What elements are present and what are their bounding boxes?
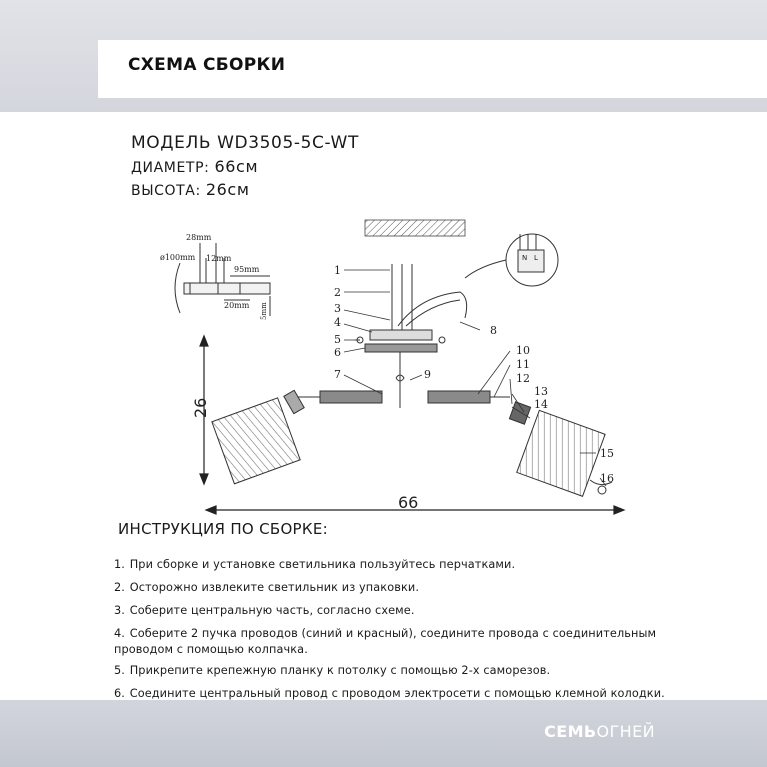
callout-9: 9 bbox=[424, 368, 431, 381]
left-shade bbox=[212, 390, 304, 483]
brand-bold: СЕМЬ bbox=[544, 722, 597, 741]
assembly-diagram bbox=[160, 208, 660, 516]
instructions-title: ИНСТРУКЦИЯ ПО СБОРКЕ: bbox=[118, 520, 328, 538]
right-arm bbox=[428, 391, 510, 403]
callout-5: 5 bbox=[334, 333, 341, 346]
dim-d100: ø100mm bbox=[160, 253, 196, 262]
dim-d28: 28mm bbox=[186, 233, 212, 242]
instruction-item: 2. Осторожно извлеките светильник из упаковки. bbox=[114, 581, 420, 594]
callout-15: 15 bbox=[600, 447, 614, 460]
callout-1: 1 bbox=[334, 264, 341, 277]
callout-13: 13 bbox=[534, 385, 548, 398]
dim-height: 26 bbox=[191, 397, 210, 418]
diameter-label: ДИАМЕТР: bbox=[131, 160, 210, 176]
callout-4: 4 bbox=[334, 316, 341, 329]
model-name: МОДЕЛЬ WD3505-5C-WT bbox=[131, 133, 359, 153]
left-arm bbox=[290, 391, 382, 403]
callout-16: 16 bbox=[600, 472, 614, 485]
wire-mark-l: L bbox=[534, 254, 538, 262]
dim-d95: 95mm bbox=[234, 265, 260, 274]
instruction-item: 3. Соберите центральную часть, согласно схеме. bbox=[114, 604, 415, 617]
dim-d20: 20mm bbox=[224, 301, 250, 310]
height-label: ВЫСОТА: bbox=[131, 183, 201, 199]
callout-14: 14 bbox=[534, 398, 548, 411]
central-assembly bbox=[355, 264, 467, 408]
instruction-item: 5. Прикрепите крепежную планку к потолку с помощью 2-х саморезов. bbox=[114, 664, 551, 677]
instruction-item: 4. Соберите 2 пучка проводов (синий и красный), соедините провода с соединительным проводом с помощью колпачка. bbox=[114, 627, 657, 656]
diameter-spec bbox=[131, 157, 258, 176]
callout-10: 10 bbox=[516, 344, 530, 357]
dim-d12: 12mm bbox=[206, 254, 232, 263]
dim-width: 66 bbox=[398, 493, 419, 512]
wire-mark-n: N bbox=[522, 254, 528, 262]
height-spec bbox=[131, 180, 250, 199]
callout-8: 8 bbox=[490, 324, 497, 337]
instructions-list bbox=[114, 557, 674, 709]
callout-12: 12 bbox=[516, 372, 530, 385]
instruction-item: 6. Соедините центральный провод с проводом электросети с помощью клемной колодки. bbox=[114, 687, 665, 700]
callout-3: 3 bbox=[334, 302, 341, 315]
callout-6: 6 bbox=[334, 346, 341, 359]
callout-2: 2 bbox=[334, 286, 341, 299]
connector-detail bbox=[465, 234, 558, 286]
height-value: 26см bbox=[205, 180, 250, 199]
brand-logo bbox=[544, 722, 655, 741]
dim-d5: 5mm bbox=[260, 302, 268, 320]
callout-7: 7 bbox=[334, 368, 341, 381]
ceiling-plate bbox=[365, 220, 465, 236]
brand-light: ОГНЕЙ bbox=[596, 722, 655, 741]
right-shade bbox=[509, 402, 612, 497]
callout-11: 11 bbox=[516, 358, 530, 371]
page-title: СХЕМА СБОРКИ bbox=[128, 55, 286, 75]
diameter-value: 66см bbox=[214, 157, 259, 176]
instruction-item: 1. При сборке и установке светильника пользуйтесь перчатками. bbox=[114, 558, 516, 571]
